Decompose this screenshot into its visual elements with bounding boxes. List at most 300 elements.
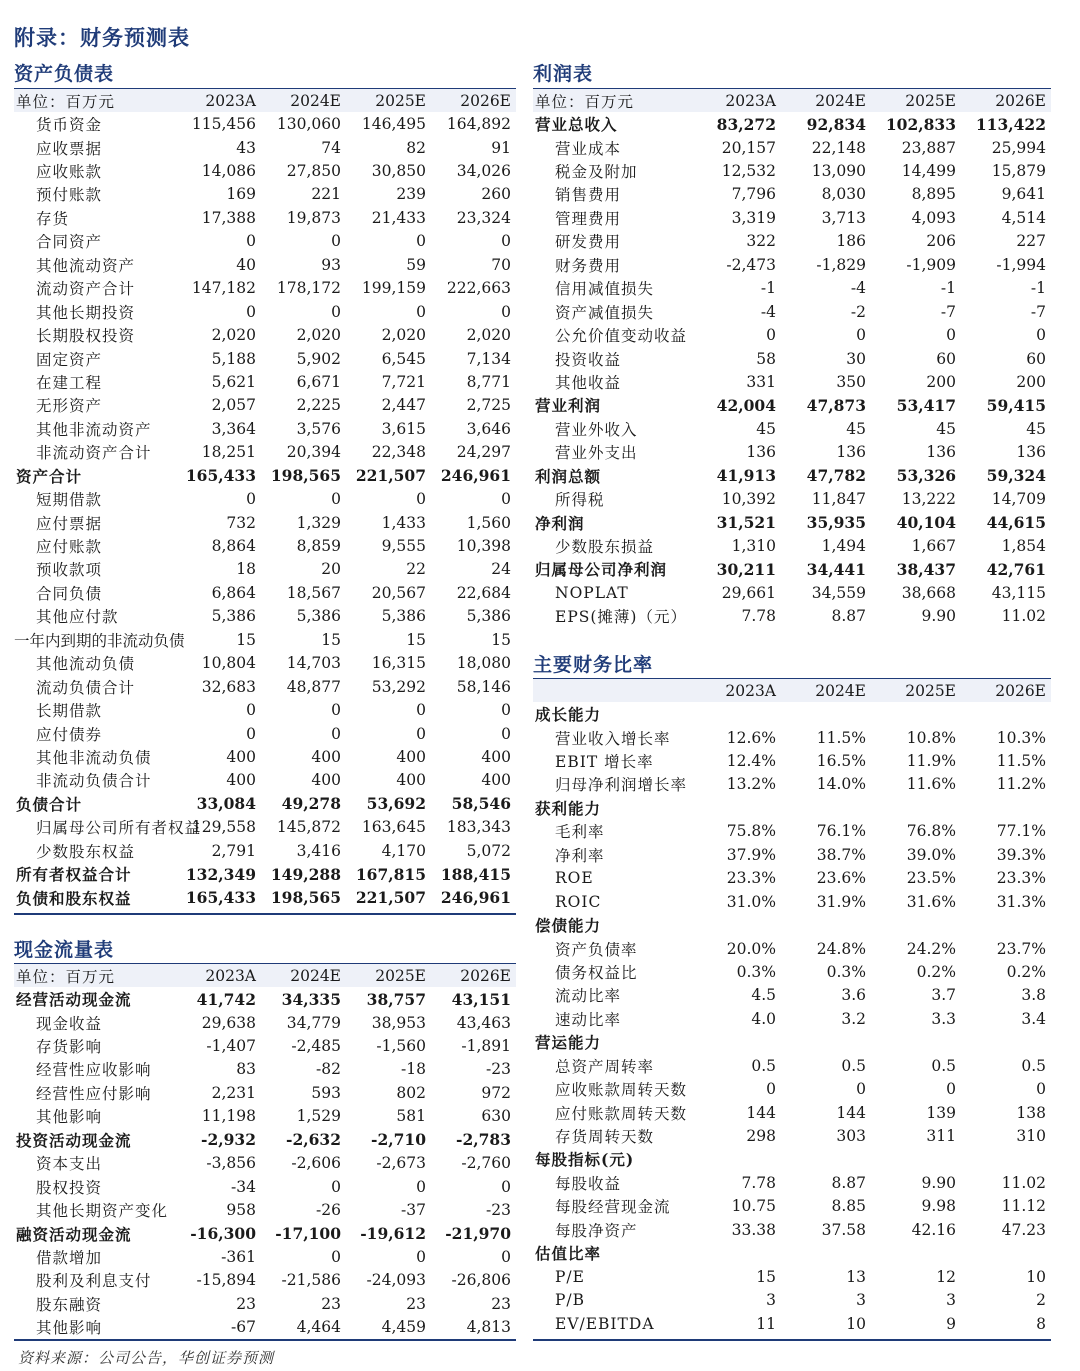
value-cell: 75.8% bbox=[726, 822, 776, 841]
value-cell bbox=[961, 1031, 1051, 1054]
value-cell: 48,877 bbox=[286, 677, 341, 696]
value-cell bbox=[691, 1242, 781, 1265]
table-row bbox=[14, 370, 516, 393]
value-cell: 15 bbox=[321, 630, 341, 649]
value-cell: 42.16 bbox=[911, 1220, 956, 1239]
row-label: 经营活动现金流 bbox=[16, 990, 132, 1010]
value-cell: 29,638 bbox=[201, 1013, 256, 1032]
value-cell: 165,433 bbox=[185, 466, 256, 486]
value-cell: 10 bbox=[846, 1314, 866, 1333]
table-row bbox=[14, 862, 516, 885]
value-cell: 22,148 bbox=[811, 138, 866, 157]
value-cell: -1,891 bbox=[461, 1037, 511, 1056]
value-cell: 400 bbox=[226, 747, 256, 766]
value-cell: -19,612 bbox=[360, 1224, 426, 1244]
value-cell: 38,757 bbox=[366, 989, 426, 1009]
table-row bbox=[14, 628, 516, 651]
value-cell: 311 bbox=[926, 1127, 956, 1146]
table-row bbox=[533, 1288, 1051, 1311]
value-cell: 23.3% bbox=[726, 869, 776, 888]
row-label: 非流动负债合计 bbox=[36, 772, 152, 791]
year-header: 2026E bbox=[961, 679, 1051, 702]
year-header: 2023A bbox=[691, 679, 781, 702]
value-cell: 74 bbox=[321, 138, 341, 157]
value-cell: 10 bbox=[1026, 1267, 1046, 1286]
value-cell: 0 bbox=[246, 490, 256, 509]
value-cell: 0 bbox=[331, 490, 341, 509]
value-cell: 43,151 bbox=[451, 989, 511, 1009]
row-label: ROIC bbox=[555, 892, 602, 911]
table-row bbox=[533, 984, 1051, 1007]
value-cell: 38.7% bbox=[816, 845, 866, 864]
row-label: NOPLAT bbox=[555, 583, 629, 602]
table-row bbox=[14, 839, 516, 862]
value-cell: 12.4% bbox=[726, 752, 776, 771]
row-label: 其他影响 bbox=[36, 1319, 103, 1338]
row-label: 资产负债率 bbox=[555, 940, 638, 959]
value-cell: 8,895 bbox=[911, 185, 956, 204]
value-cell: 20,157 bbox=[721, 138, 776, 157]
year-header: 2024E bbox=[781, 679, 871, 702]
category-row bbox=[533, 913, 1051, 936]
table-row bbox=[14, 1152, 516, 1175]
value-cell: 222,663 bbox=[446, 279, 511, 298]
value-cell: 239 bbox=[396, 185, 426, 204]
value-cell: 12,532 bbox=[721, 162, 776, 181]
row-label: 少数股东损益 bbox=[555, 538, 655, 557]
table-row bbox=[533, 605, 1051, 628]
table-row bbox=[14, 323, 516, 346]
value-cell: 6,864 bbox=[211, 583, 256, 602]
value-cell: 802 bbox=[396, 1083, 426, 1102]
value-cell: -15,894 bbox=[196, 1271, 256, 1290]
category-row bbox=[533, 796, 1051, 819]
value-cell: 83,272 bbox=[716, 114, 776, 134]
value-cell: 91 bbox=[491, 138, 511, 157]
year-header: 2024E bbox=[261, 89, 346, 112]
value-cell: 16.5% bbox=[816, 752, 866, 771]
value-cell: 331 bbox=[746, 372, 776, 391]
row-label: 每股净资产 bbox=[555, 1221, 638, 1240]
value-cell: 14,709 bbox=[991, 490, 1046, 509]
row-label: 股利及利息支付 bbox=[36, 1272, 152, 1291]
year-header: 2025E bbox=[871, 679, 961, 702]
value-cell: 310 bbox=[1016, 1127, 1046, 1146]
value-cell: 58 bbox=[756, 349, 776, 368]
value-cell: -34 bbox=[231, 1177, 256, 1196]
value-cell: 23,324 bbox=[456, 208, 511, 227]
value-cell: -17,100 bbox=[275, 1224, 341, 1244]
row-label: 速动比率 bbox=[555, 1010, 622, 1029]
value-cell: 11.9% bbox=[906, 752, 956, 771]
table-row bbox=[14, 487, 516, 510]
row-label: 所得税 bbox=[555, 491, 605, 510]
value-cell: 147,182 bbox=[191, 279, 256, 298]
value-cell: 2,057 bbox=[211, 396, 256, 415]
row-label: 非流动资产合计 bbox=[36, 444, 152, 463]
value-cell: 13 bbox=[846, 1267, 866, 1286]
value-cell bbox=[871, 702, 961, 725]
row-label: 营业利润 bbox=[535, 396, 602, 416]
ratios-table bbox=[533, 679, 1051, 1335]
table-row bbox=[533, 1054, 1051, 1077]
row-label: 信用减值损失 bbox=[555, 280, 655, 299]
table-row bbox=[14, 769, 516, 792]
table-row bbox=[14, 511, 516, 534]
value-cell: 246,961 bbox=[440, 466, 511, 486]
value-cell: 8,859 bbox=[296, 537, 341, 556]
value-cell: 58,146 bbox=[456, 677, 511, 696]
value-cell: 23.6% bbox=[816, 869, 866, 888]
table-row bbox=[14, 300, 516, 323]
table-row bbox=[533, 1312, 1051, 1335]
value-cell: 11.02 bbox=[1001, 1173, 1046, 1192]
row-label: 应付票据 bbox=[36, 514, 103, 533]
table-row bbox=[533, 890, 1051, 913]
value-cell: 3.2 bbox=[841, 1009, 866, 1028]
value-cell bbox=[871, 913, 961, 936]
value-cell: 14,703 bbox=[286, 654, 341, 673]
value-cell: 19,873 bbox=[286, 208, 341, 227]
value-cell: 200 bbox=[1016, 372, 1046, 391]
value-cell: 0 bbox=[946, 1080, 956, 1099]
row-label: P/B bbox=[555, 1291, 586, 1310]
value-cell: 13.2% bbox=[726, 775, 776, 794]
year-header: 2024E bbox=[261, 964, 346, 987]
value-cell: 15 bbox=[491, 630, 511, 649]
value-cell: 0 bbox=[501, 1247, 511, 1266]
row-label: 借款增加 bbox=[36, 1248, 103, 1267]
category-row bbox=[533, 1031, 1051, 1054]
row-label: 股东融资 bbox=[36, 1295, 103, 1314]
value-cell: 5,902 bbox=[296, 349, 341, 368]
row-label: 负债和股东权益 bbox=[16, 888, 132, 908]
value-cell: 581 bbox=[396, 1107, 426, 1126]
row-label: 在建工程 bbox=[36, 373, 103, 392]
value-cell: 0.2% bbox=[1006, 962, 1046, 981]
value-cell: -18 bbox=[401, 1060, 426, 1079]
row-label: 应收账款 bbox=[36, 163, 103, 182]
value-cell: 2,020 bbox=[296, 326, 341, 345]
table-row bbox=[533, 960, 1051, 983]
value-cell: 35,935 bbox=[806, 513, 866, 533]
table-row bbox=[533, 394, 1051, 417]
row-label: 资产减值损失 bbox=[555, 303, 655, 322]
value-cell: -2,632 bbox=[286, 1130, 341, 1150]
value-cell: 9.98 bbox=[921, 1197, 956, 1216]
value-cell: 198,565 bbox=[270, 466, 341, 486]
value-cell: 15 bbox=[406, 630, 426, 649]
value-cell: 27,850 bbox=[286, 162, 341, 181]
value-cell: 10,804 bbox=[201, 654, 256, 673]
value-cell: 0 bbox=[331, 232, 341, 251]
value-cell: 9.90 bbox=[921, 607, 956, 626]
year-header: 2025E bbox=[871, 89, 961, 112]
row-label: 其他收益 bbox=[555, 373, 622, 392]
value-cell: 3,646 bbox=[466, 419, 511, 438]
value-cell: 0 bbox=[416, 302, 426, 321]
value-cell: -7 bbox=[940, 302, 956, 321]
value-cell: 22,348 bbox=[371, 443, 426, 462]
table-header-row bbox=[533, 89, 1051, 112]
balance-sheet-table bbox=[14, 89, 516, 909]
value-cell: -361 bbox=[221, 1247, 256, 1266]
value-cell: 8 bbox=[1036, 1314, 1046, 1333]
row-label: 每股经营现金流 bbox=[555, 1198, 671, 1217]
value-cell: 1,854 bbox=[1001, 537, 1046, 556]
value-cell: 1,529 bbox=[296, 1107, 341, 1126]
table-row bbox=[533, 253, 1051, 276]
table-header-row bbox=[533, 679, 1051, 702]
row-label: 经营性应付影响 bbox=[36, 1084, 152, 1103]
value-cell: 15 bbox=[756, 1267, 776, 1286]
value-cell: 1,433 bbox=[381, 513, 426, 532]
value-cell: 15 bbox=[236, 630, 256, 649]
value-cell: 0.3% bbox=[826, 962, 866, 981]
row-label: 其他非流动负债 bbox=[36, 748, 152, 767]
value-cell: 21,433 bbox=[371, 208, 426, 227]
row-label: 所有者权益合计 bbox=[16, 865, 132, 885]
value-cell bbox=[691, 1031, 781, 1054]
year-header: 2023A bbox=[176, 89, 261, 112]
row-label: 每股指标(元) bbox=[535, 1150, 635, 1170]
page-title: 附录：财务预测表 bbox=[14, 25, 190, 50]
value-cell: 43,115 bbox=[991, 583, 1046, 602]
value-cell: 34,559 bbox=[811, 583, 866, 602]
value-cell: 136 bbox=[1016, 443, 1046, 462]
value-cell: -26 bbox=[316, 1201, 341, 1220]
row-label: 公允价值变动收益 bbox=[555, 327, 688, 346]
value-cell: 8.85 bbox=[831, 1197, 866, 1216]
value-cell: 93 bbox=[321, 255, 341, 274]
value-cell bbox=[871, 1242, 961, 1265]
row-label: 流动比率 bbox=[555, 987, 622, 1006]
value-cell: 18 bbox=[236, 560, 256, 579]
table-row bbox=[14, 987, 516, 1010]
year-header: 2023A bbox=[176, 964, 261, 987]
value-cell: -67 bbox=[231, 1318, 256, 1337]
row-label: 税金及附加 bbox=[555, 163, 638, 182]
year-header: 2026E bbox=[961, 89, 1051, 112]
value-cell: 0 bbox=[501, 701, 511, 720]
value-cell: -2 bbox=[850, 302, 866, 321]
row-label: 货币资金 bbox=[36, 116, 103, 135]
value-cell: 0 bbox=[246, 232, 256, 251]
row-label: 净利率 bbox=[555, 846, 605, 865]
row-label: 应付债券 bbox=[36, 725, 103, 744]
value-cell: 2,020 bbox=[466, 326, 511, 345]
value-cell: 0 bbox=[501, 1177, 511, 1196]
value-cell: 10.8% bbox=[906, 728, 956, 747]
value-cell: -7 bbox=[1030, 302, 1046, 321]
row-label: 其他流动资产 bbox=[36, 256, 136, 275]
row-label: 预收款项 bbox=[36, 561, 103, 580]
cash-flow-title: 现金流量表 bbox=[14, 939, 115, 961]
value-cell: -23 bbox=[486, 1201, 511, 1220]
value-cell: -1,829 bbox=[816, 255, 866, 274]
value-cell: 144 bbox=[836, 1103, 866, 1122]
row-label: 存货周转天数 bbox=[555, 1128, 655, 1147]
table-row bbox=[14, 1105, 516, 1128]
table-row bbox=[14, 1292, 516, 1315]
table-row bbox=[14, 1175, 516, 1198]
table-row bbox=[533, 370, 1051, 393]
value-cell: 3,713 bbox=[821, 208, 866, 227]
year-header: 2024E bbox=[781, 89, 871, 112]
value-cell: 5,386 bbox=[381, 607, 426, 626]
value-cell: 42,761 bbox=[986, 559, 1046, 579]
value-cell: 350 bbox=[836, 372, 866, 391]
value-cell: 8.87 bbox=[831, 1173, 866, 1192]
value-cell: 14.0% bbox=[816, 775, 866, 794]
value-cell: 29,661 bbox=[721, 583, 776, 602]
value-cell bbox=[961, 913, 1051, 936]
row-label: 营业收入增长率 bbox=[555, 729, 671, 748]
year-header: 2026E bbox=[431, 964, 516, 987]
row-label: 流动资产合计 bbox=[36, 280, 136, 299]
value-cell: 23 bbox=[406, 1294, 426, 1313]
value-cell: 30 bbox=[846, 349, 866, 368]
value-cell: 41,913 bbox=[716, 466, 776, 486]
value-cell: 18,567 bbox=[286, 583, 341, 602]
value-cell: 2,225 bbox=[296, 396, 341, 415]
value-cell: 38,437 bbox=[896, 559, 956, 579]
value-cell: 0 bbox=[1036, 1080, 1046, 1099]
value-cell: 227 bbox=[1016, 232, 1046, 251]
value-cell: 8,771 bbox=[466, 372, 511, 391]
value-cell: 9 bbox=[946, 1314, 956, 1333]
value-cell: 30,850 bbox=[371, 162, 426, 181]
table-row bbox=[533, 773, 1051, 796]
value-cell: 0 bbox=[946, 326, 956, 345]
value-cell: 400 bbox=[396, 747, 426, 766]
row-label: 总资产周转率 bbox=[555, 1057, 655, 1076]
value-cell: 3,364 bbox=[211, 419, 256, 438]
table-row bbox=[14, 722, 516, 745]
year-header: 2025E bbox=[346, 89, 431, 112]
value-cell: 221,507 bbox=[355, 888, 426, 908]
value-cell: 9,641 bbox=[1001, 185, 1046, 204]
table-row bbox=[533, 159, 1051, 182]
value-cell: 41,742 bbox=[196, 989, 256, 1009]
row-label: 归属母公司净利润 bbox=[535, 560, 668, 580]
table-row bbox=[533, 558, 1051, 581]
value-cell: 129,558 bbox=[191, 818, 256, 837]
value-cell: 0 bbox=[331, 701, 341, 720]
value-cell: 4.0 bbox=[751, 1009, 776, 1028]
value-cell: 1,310 bbox=[731, 537, 776, 556]
value-cell: 1,667 bbox=[911, 537, 956, 556]
value-cell bbox=[691, 913, 781, 936]
value-cell: 136 bbox=[746, 443, 776, 462]
value-cell: 20 bbox=[321, 560, 341, 579]
value-cell: 23.5% bbox=[906, 869, 956, 888]
value-cell: 38,953 bbox=[371, 1013, 426, 1032]
value-cell: -82 bbox=[316, 1060, 341, 1079]
value-cell: -4 bbox=[850, 279, 866, 298]
source-note: 资料来源：公司公告，华创证券预测 bbox=[18, 1349, 275, 1367]
value-cell: 163,645 bbox=[361, 818, 426, 837]
table-row bbox=[533, 323, 1051, 346]
row-label: 毛利率 bbox=[555, 823, 605, 842]
table-row bbox=[533, 277, 1051, 300]
value-cell: 183,343 bbox=[446, 818, 511, 837]
value-cell: 0 bbox=[246, 701, 256, 720]
value-cell: 22,684 bbox=[456, 583, 511, 602]
table-row bbox=[14, 745, 516, 768]
value-cell: 146,495 bbox=[361, 115, 426, 134]
value-cell bbox=[781, 702, 871, 725]
value-cell: 2,447 bbox=[381, 396, 426, 415]
value-cell: 24.8% bbox=[816, 939, 866, 958]
cash-flow-table bbox=[14, 964, 516, 1339]
row-label: 预付账款 bbox=[36, 186, 103, 205]
table-row bbox=[14, 1081, 516, 1104]
value-cell: 58,546 bbox=[451, 794, 511, 814]
value-cell: 30,211 bbox=[716, 559, 776, 579]
value-cell: 7,721 bbox=[381, 372, 426, 391]
income-statement-title: 利润表 bbox=[533, 63, 594, 85]
value-cell: 115,456 bbox=[191, 115, 256, 134]
value-cell: 3 bbox=[856, 1291, 866, 1310]
row-label: 应收账款周转天数 bbox=[555, 1081, 688, 1100]
value-cell: 5,386 bbox=[466, 607, 511, 626]
value-cell bbox=[961, 796, 1051, 819]
value-cell: 3,576 bbox=[296, 419, 341, 438]
value-cell: 3.8 bbox=[1021, 986, 1046, 1005]
value-cell: 165,433 bbox=[185, 888, 256, 908]
value-cell: 23 bbox=[236, 1294, 256, 1313]
value-cell bbox=[781, 1031, 871, 1054]
row-label: 销售费用 bbox=[555, 186, 622, 205]
table-row bbox=[533, 417, 1051, 440]
value-cell: 1,560 bbox=[466, 513, 511, 532]
value-cell: 102,833 bbox=[885, 114, 956, 134]
table-row bbox=[533, 136, 1051, 159]
table-row bbox=[14, 253, 516, 276]
value-cell: 25,994 bbox=[991, 138, 1046, 157]
row-label: 经营性应收影响 bbox=[36, 1061, 152, 1080]
table-row bbox=[533, 1218, 1051, 1241]
value-cell: 18,080 bbox=[456, 654, 511, 673]
value-cell: 17,388 bbox=[201, 208, 256, 227]
value-cell: 4,464 bbox=[296, 1318, 341, 1337]
value-cell: 0 bbox=[331, 302, 341, 321]
row-label: 固定资产 bbox=[36, 350, 103, 369]
value-cell: 0 bbox=[331, 1247, 341, 1266]
value-cell: 169 bbox=[226, 185, 256, 204]
value-cell bbox=[781, 913, 871, 936]
value-cell: 0.5 bbox=[931, 1056, 956, 1075]
value-cell: 60 bbox=[1026, 349, 1046, 368]
value-cell: 0 bbox=[246, 302, 256, 321]
ratios-title: 主要财务比率 bbox=[533, 654, 654, 676]
value-cell: 4,170 bbox=[381, 841, 426, 860]
value-cell: 44,615 bbox=[986, 513, 1046, 533]
value-cell: 22 bbox=[406, 560, 426, 579]
value-cell: 47,782 bbox=[806, 466, 866, 486]
value-cell: 3.7 bbox=[931, 986, 956, 1005]
value-cell: 164,892 bbox=[446, 115, 511, 134]
value-cell: 15,879 bbox=[991, 162, 1046, 181]
table-row bbox=[14, 675, 516, 698]
value-cell: -21,970 bbox=[445, 1224, 511, 1244]
value-cell: 7,796 bbox=[731, 185, 776, 204]
value-cell: 40,104 bbox=[896, 513, 956, 533]
value-cell: -2,485 bbox=[291, 1037, 341, 1056]
row-label: EV/EBITDA bbox=[555, 1314, 655, 1333]
value-cell: 0 bbox=[501, 302, 511, 321]
